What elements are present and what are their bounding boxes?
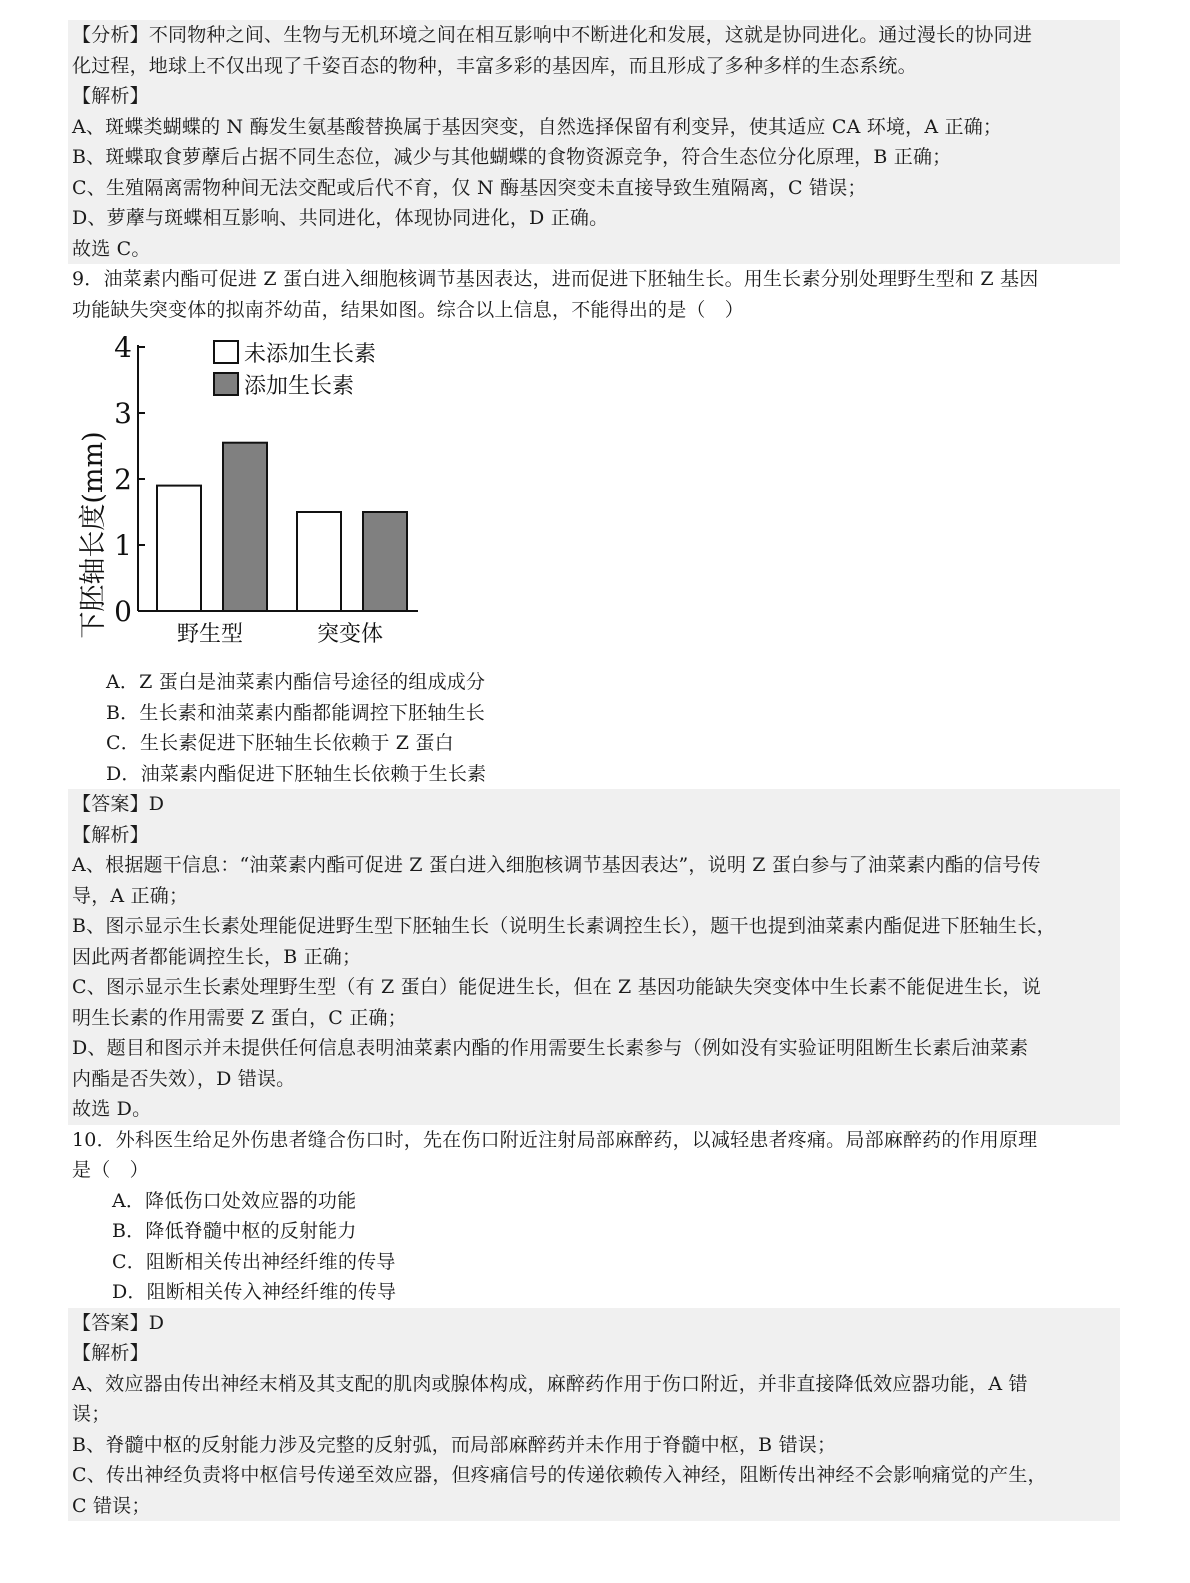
explanation-line-a: A、斑蝶类蝴蝶的 N 酶发生氨基酸替换属于基因突变，自然选择保留有利变异，使其适应 CA 环境，A 正确；: [72, 115, 1003, 138]
question-stem-continued: 是（ ）: [72, 1159, 149, 1181]
option-c: C．生长素促进下胚轴生长依赖于 Z 蛋白: [106, 732, 454, 754]
explanation-line: 误；: [72, 1403, 111, 1425]
bar-no-auxin-1: [297, 512, 341, 611]
y-tick-label: 2: [114, 463, 132, 496]
chart-svg: [72, 325, 432, 667]
question-stem-continued: 功能缺失突变体的拟南芥幼苗，结果如图。综合以上信息，不能得出的是（ ）: [72, 298, 745, 321]
x-tick-label: 突变体: [316, 622, 384, 647]
bar-auxin-0: [223, 443, 267, 611]
explanation-line: 因此两者都能调控生长，B 正确；: [72, 945, 362, 968]
explanation-line-c: C、生殖隔离需物种间无法交配或后代不育，仅 N 酶基因突变未直接导致生殖隔离，C 错误；: [72, 176, 867, 199]
explanation-line: D、题目和图示并未提供任何信息表明油菜素内酯的作用需要生长素参与（例如没有实验证明阻断生长素后油菜素: [72, 1037, 1029, 1059]
option-a: A．降低伤口处效应器的功能: [112, 1189, 357, 1212]
question-stem: 9．油菜素内酯可促进 Z 蛋白进入细胞核调节基因表达，进而促进下胚轴生长。用生长素分别处理野生型和 Z 基因: [72, 268, 1039, 290]
option-b: B．生长素和油菜素内酯都能调控下胚轴生长: [106, 701, 485, 724]
q8-analysis-block: [68, 20, 1120, 264]
analysis-tag: 【分析】: [72, 24, 149, 46]
explanation-line: C 错误；: [72, 1494, 151, 1517]
conclusion: 故选 C。: [72, 237, 151, 260]
question-9: [68, 264, 1120, 789]
analysis-text: 不同物种之间、生物与无机环境之间在相互影响中不断进化和发展，这就是协同进化。通过漫长的协同进: [148, 24, 1033, 46]
chart-legend: [214, 341, 376, 399]
y-tick-label: 1: [114, 529, 132, 562]
bar-auxin-1: [363, 512, 407, 611]
explanation-line: A、效应器由传出神经末梢及其支配的肌肉或腺体构成，麻醉药作用于伤口附近，并非直接降低效应器功能，A 错: [72, 1372, 1028, 1395]
y-axis-label: 下胚轴长度(mm): [78, 431, 109, 639]
y-tick-label: 3: [114, 397, 132, 430]
explanation-line: C、图示显示生长素处理野生型（有 Z 蛋白）能促进生长，但在 Z 基因功能缺失突变体中生长素不能促进生长，说: [72, 976, 1041, 998]
option-a: A．Z 蛋白是油菜素内酯信号途径的组成成分: [106, 671, 486, 693]
legend-label: 未添加生长素: [244, 342, 377, 367]
option-c: C．阻断相关传出神经纤维的传导: [112, 1250, 396, 1273]
explanation-tag: 【解析】: [72, 1342, 149, 1364]
explanation-tag: 【解析】: [72, 85, 149, 107]
explanation-line: C、传出神经负责将中枢信号传递至效应器，但疼痛信号的传递依赖传入神经，阻断传出神经不会影响痛觉的产生，: [72, 1464, 1047, 1486]
y-tick-label: 4: [114, 331, 132, 364]
option-d: D．油菜素内酯促进下胚轴生长依赖于生长素: [106, 762, 487, 785]
explanation-line: B、脊髓中枢的反射能力涉及完整的反射弧，而局部麻醉药并未作用于脊髓中枢，B 错误；: [72, 1433, 837, 1456]
q9-answer-block: [68, 789, 1120, 1125]
bar-no-auxin-0: [157, 486, 201, 611]
conclusion: 故选 D。: [72, 1098, 152, 1120]
explanation-line: 导，A 正确；: [72, 884, 189, 907]
bar-chart: [72, 325, 1120, 667]
explanation-line: B、图示显示生长素处理能促进野生型下胚轴生长（说明生长素调控生长），题干也提到油菜素内酯促进下胚轴生长，: [72, 915, 1056, 937]
legend-label: 添加生长素: [244, 374, 355, 399]
question-stem: 10．外科医生给足外伤患者缝合伤口时，先在伤口附近注射局部麻醉药，以减轻患者疼痛。局部麻醉药的作用原理: [72, 1128, 1038, 1151]
explanation-tag: 【解析】: [72, 823, 149, 846]
answer-tag: 【答案】D: [72, 793, 165, 815]
x-tick-label: 野生型: [176, 622, 244, 647]
explanation-line: 内酯是否失效），D 错误。: [72, 1067, 296, 1090]
legend-swatch: [214, 373, 238, 395]
document-page: [68, 20, 1120, 1521]
explanation-line-b: B、斑蝶取食萝藦后占据不同生态位，减少与其他蝴蝶的食物资源竞争，符合生态位分化原理，B 正确；: [72, 146, 952, 168]
q10-answer-block: [68, 1308, 1120, 1522]
explanation-line: 明生长素的作用需要 Z 蛋白，C 正确；: [72, 1006, 407, 1029]
explanation-line: A、根据题干信息：“油菜素内酯可促进 Z 蛋白进入细胞核调节基因表达”，说明 Z 蛋白参与了油菜素内酯的信号传: [72, 854, 1041, 876]
option-b: B．降低脊髓中枢的反射能力: [112, 1220, 357, 1242]
explanation-line-d: D、萝藦与斑蝶相互影响、共同进化，体现协同进化，D 正确。: [72, 207, 609, 229]
option-d: D．阻断相关传入神经纤维的传导: [112, 1281, 397, 1303]
legend-swatch: [214, 341, 238, 363]
y-tick-label: 0: [114, 595, 132, 628]
chart-bars: [157, 443, 407, 611]
analysis-text-continued: 化过程，地球上不仅出现了千姿百态的物种，丰富多彩的基因库，而且形成了多种多样的生态系统。: [72, 54, 917, 77]
question-10: [68, 1125, 1120, 1308]
analysis-line: [72, 20, 1116, 51]
answer-tag: 【答案】D: [72, 1311, 165, 1334]
